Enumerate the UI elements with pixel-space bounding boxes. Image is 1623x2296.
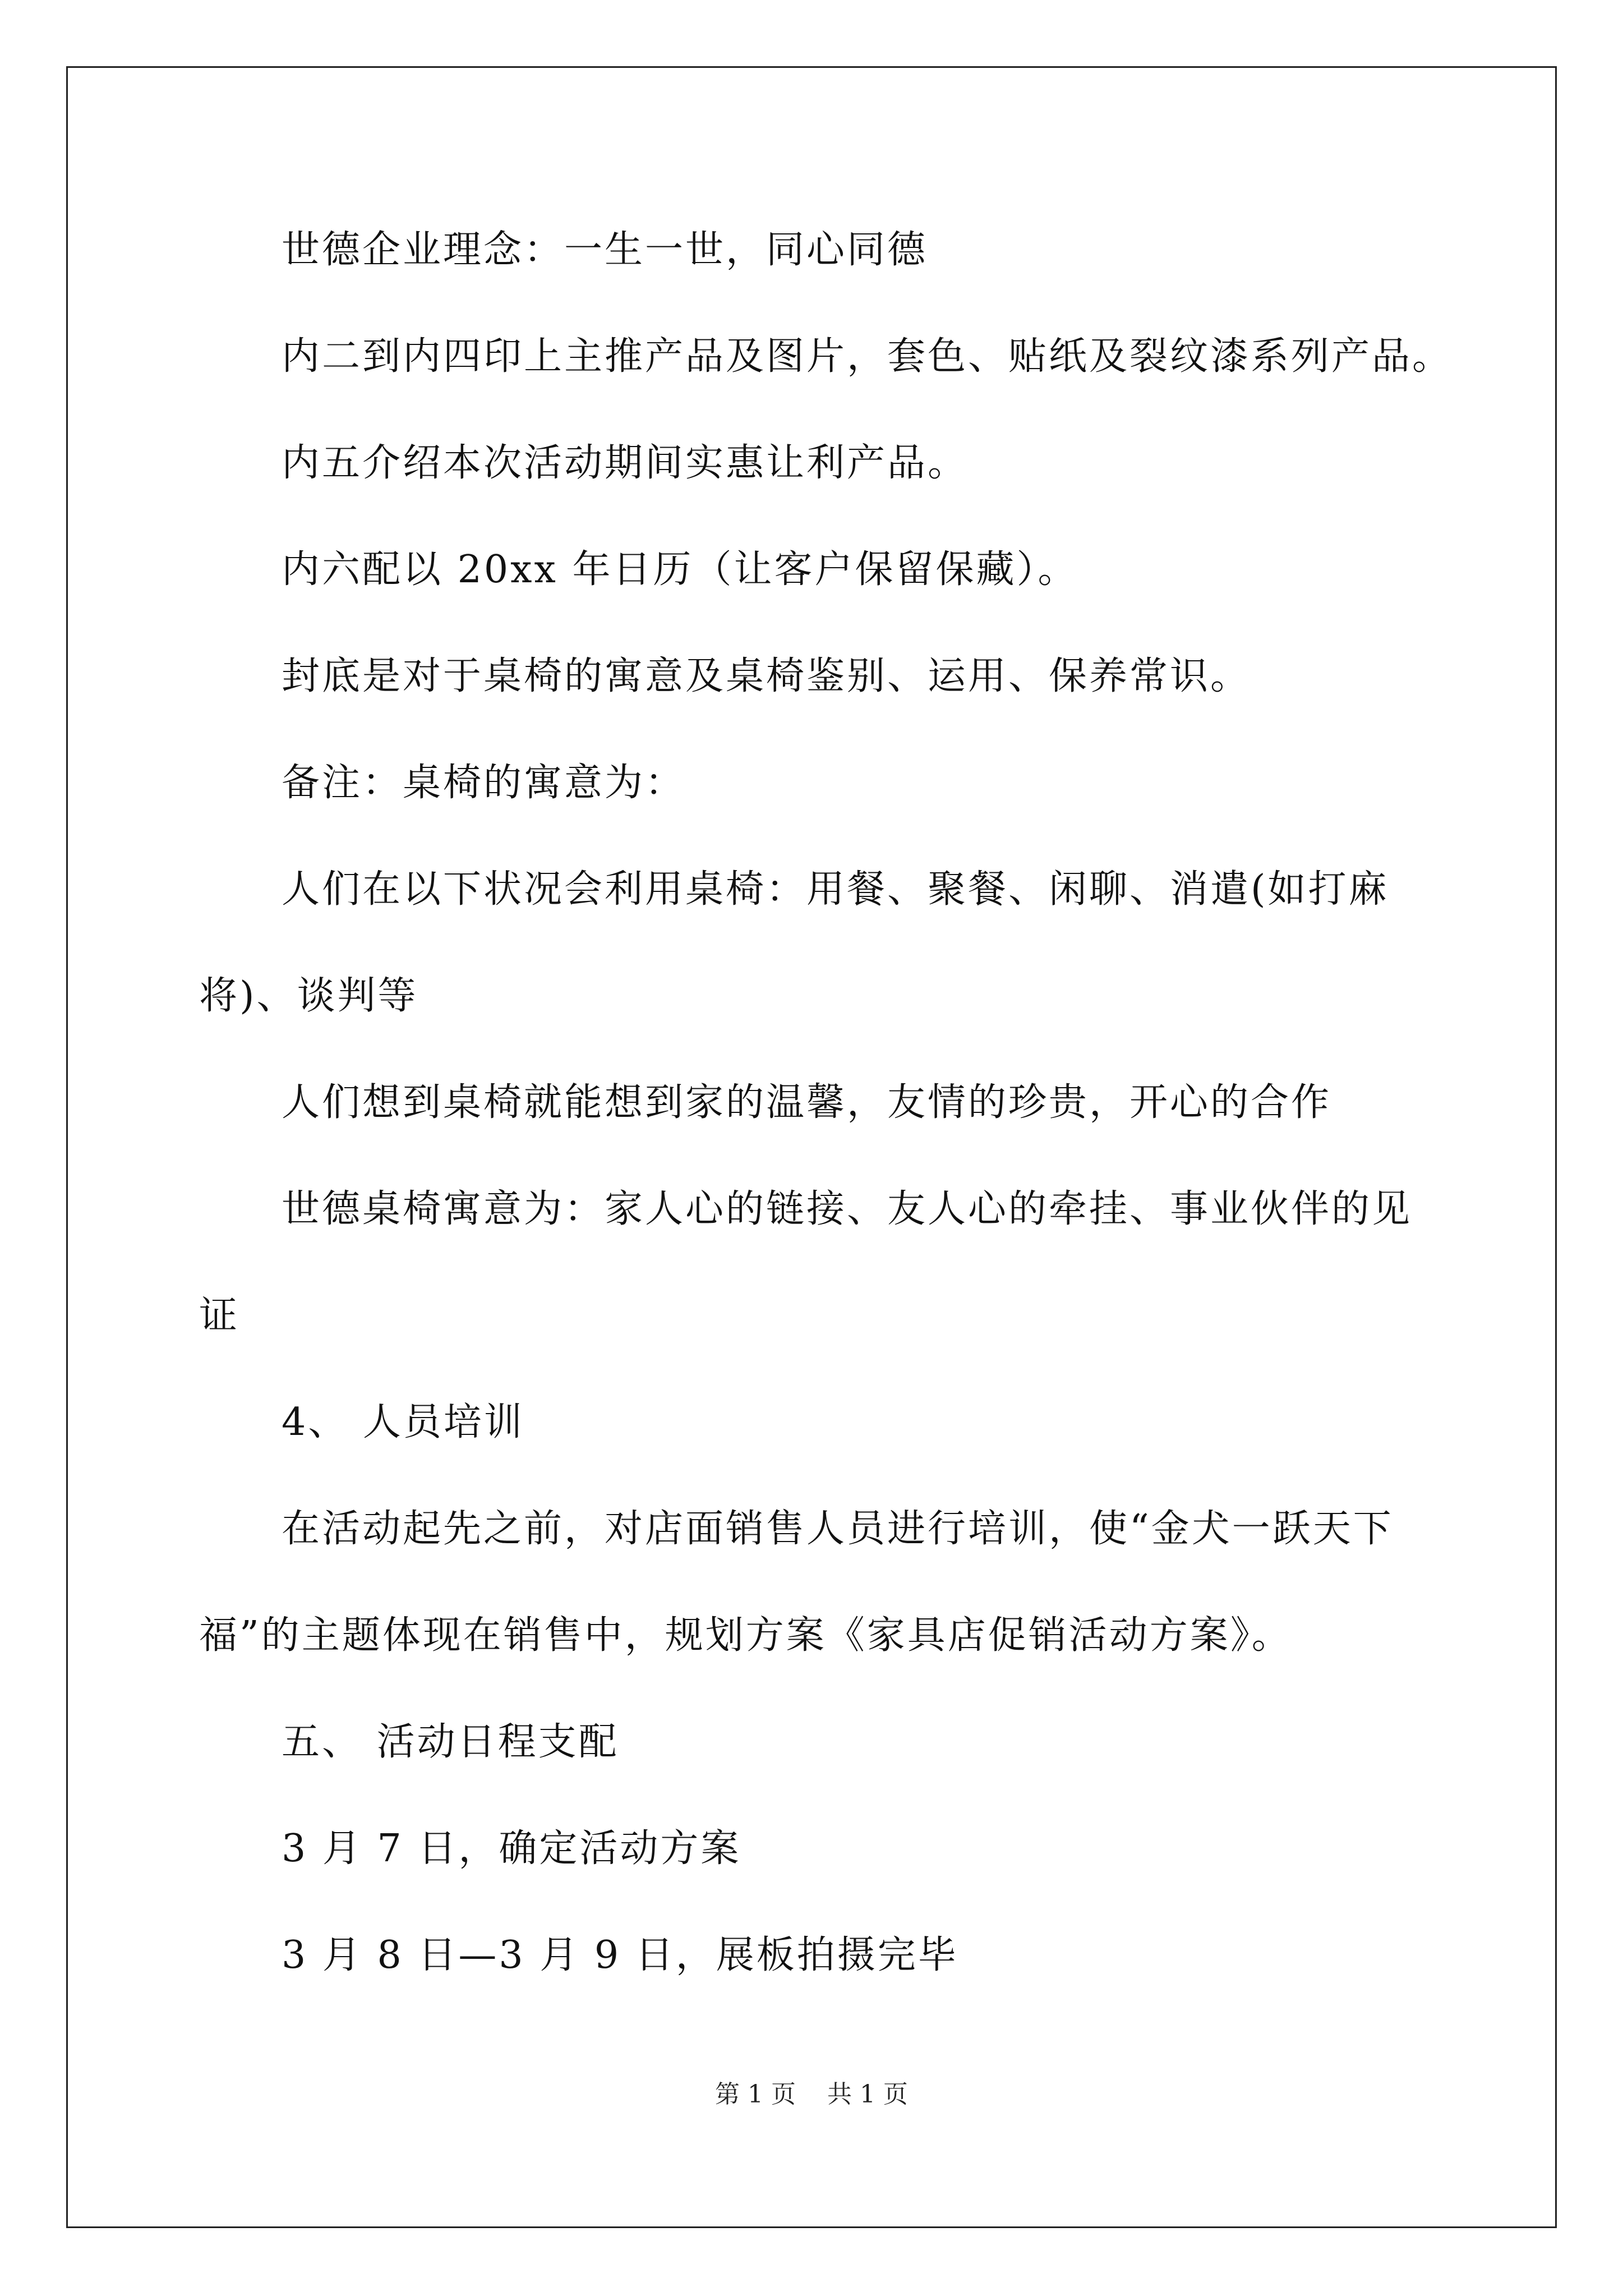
- paragraph-training-line-2: 福”的主题体现在销售中，规划方案《家具店促销活动方案》。: [199, 1613, 1292, 1658]
- paragraph-training-line-1: 在活动起先之前，对店面销售人员进行培训，使“金犬一跃天下: [282, 1507, 1394, 1551]
- paragraph-associations: 人们想到桌椅就能想到家的温馨，友情的珍贵，开心的合作: [282, 1080, 1332, 1125]
- schedule-item-march-8-9: 3 月 8 日—3 月 9 日，展板拍摄完毕: [282, 1933, 958, 1977]
- paragraph-back-cover: 封底是对于桌椅的寓意及桌椅鉴别、运用、保养常识。: [282, 654, 1251, 698]
- page-footer: 第 1 页 共 1 页: [715, 2080, 908, 2109]
- paragraph-meaning-line-2: 证: [199, 1294, 240, 1338]
- page-border: [66, 66, 1557, 2228]
- paragraph-usage-line-2: 将)、谈判等: [199, 974, 418, 1018]
- paragraph-enterprise-philosophy: 世德企业理念：一生一世，同心同德: [282, 228, 928, 272]
- paragraph-inner-2-to-4: 内二到内四印上主推产品及图片，套色、贴纸及裂纹漆系列产品。: [282, 334, 1453, 379]
- paragraph-note: 备注：桌椅的寓意为：: [282, 761, 686, 805]
- section-heading-training: 4、 人员培训: [282, 1400, 524, 1444]
- section-heading-schedule: 五、 活动日程支配: [282, 1720, 619, 1764]
- paragraph-meaning-line-1: 世德桌椅寓意为：家人心的链接、友人心的牵挂、事业伙伴的见: [282, 1187, 1413, 1231]
- schedule-item-march-7: 3 月 7 日，确定活动方案: [282, 1826, 741, 1871]
- paragraph-inner-6: 内六配以 20xx 年日历（让客户保留保藏）。: [282, 547, 1078, 592]
- paragraph-usage-line-1: 人们在以下状况会利用桌椅：用餐、聚餐、闲聊、消遣(如打麻: [282, 867, 1389, 912]
- paragraph-inner-5: 内五介绍本次活动期间实惠让利产品。: [282, 441, 969, 485]
